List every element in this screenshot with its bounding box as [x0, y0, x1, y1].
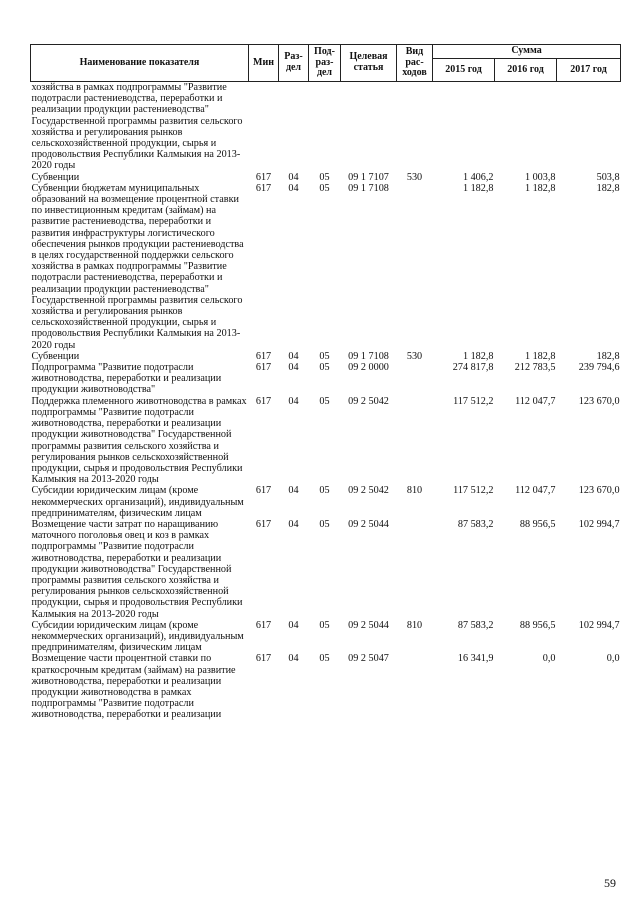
- row-podrazdel: 05: [319, 619, 330, 631]
- row-razdel: 04: [288, 182, 299, 194]
- row-min: 617: [255, 350, 272, 362]
- header-year-2016: 2016 год: [495, 59, 557, 82]
- row-sum-2017: 182,8: [596, 182, 620, 194]
- row-expense-type: [397, 183, 433, 351]
- row-name: Возмещение части процентной ставки по краткосрочным кредитам (займам) на развитие животноводства, переработки и реализации продукции животноводства в рамках подпрограммы "Развитие подотрасли животноводства, переработки и реализации: [31, 653, 236, 721]
- row-name: Субвенции: [31, 171, 80, 183]
- row-name: Поддержка племенного животноводства в рамках подпрограммы "Развитие подотрасли животноводства, переработки и реализации продукции животноводства" Государственной программы развития сельского хозяйства и регулирования рынков сельскохозяйственной продукции, сырья и продовольствия Республики Калмыкия на 2013-2020 годы: [31, 395, 247, 486]
- row-razdel: 04: [288, 619, 299, 631]
- row-sum-2015: 87 583,2: [457, 619, 494, 631]
- row-razdel: 04: [288, 171, 299, 183]
- table-body: [31, 82, 621, 721]
- row-sum-2016: 88 956,5: [519, 518, 556, 530]
- row-razdel: 04: [288, 485, 299, 497]
- row-min: 617: [255, 171, 272, 183]
- row-podrazdel: 05: [319, 362, 330, 374]
- row-sum-2017: 123 670,0: [578, 485, 620, 497]
- row-sum-2016: 0,0: [542, 653, 556, 665]
- row-min: 617: [255, 518, 272, 530]
- row-expense-type: 530: [406, 350, 423, 362]
- row-sum-2017: 503,8: [596, 171, 620, 183]
- row-razdel: 04: [288, 653, 299, 665]
- table-row: [31, 183, 621, 351]
- row-razdel: 04: [288, 518, 299, 530]
- row-podrazdel: 05: [319, 171, 330, 183]
- header-expense-type: Вид рас- ходов: [397, 45, 433, 82]
- row-target-article: 09 2 0000: [348, 362, 389, 374]
- row-min: 617: [255, 182, 272, 194]
- row-podrazdel: 05: [319, 395, 330, 407]
- table-row: [31, 396, 621, 486]
- row-sum-2016: 1 182,8: [524, 350, 556, 362]
- budget-table: [30, 44, 621, 721]
- row-sum-2016: 1 003,8: [524, 171, 556, 183]
- row-sum-2016: 1 182,8: [524, 182, 556, 194]
- row-podrazdel: 05: [319, 485, 330, 497]
- row-name: Подпрограмма "Развитие подотрасли животноводства, переработки и реализации продукции животноводства": [31, 362, 222, 396]
- row-sum-2016: 212 783,5: [514, 362, 556, 374]
- row-sum-2017: 239 794,6: [578, 362, 620, 374]
- table-row: [31, 653, 621, 720]
- table-row: [31, 351, 621, 362]
- row-target-article: 09 1 7107: [348, 171, 389, 183]
- row-target-article: 09 1 7108: [348, 350, 389, 362]
- row-sum-2017: 102 994,7: [578, 518, 620, 530]
- header-razdel: Раз- дел: [279, 45, 309, 82]
- row-name: Субсидии юридическим лицам (кроме некоммерческих организаций), индивидуальным предпринимателям, физическим лицам: [31, 485, 244, 519]
- row-min: 617: [255, 362, 272, 374]
- row-min: 617: [255, 619, 272, 631]
- row-sum-2016: 88 956,5: [519, 619, 556, 631]
- row-name: Субвенции: [31, 350, 80, 362]
- row-target-article: 09 2 5044: [348, 518, 389, 530]
- row-podrazdel: 05: [319, 653, 330, 665]
- row-expense-type: [397, 519, 433, 620]
- row-expense-type: [397, 82, 433, 172]
- row-sum-2016: [495, 82, 557, 172]
- row-razdel: [279, 82, 309, 172]
- row-sum-2015: 117 512,2: [453, 485, 494, 497]
- header-year-2015: 2015 год: [433, 59, 495, 82]
- row-name: Возмещение части затрат по наращиванию маточного поголовья овец и коз в рамках подпрограммы "Развитие подотрасли животноводства, переработки и реализации продукции животноводства" Государственной программы развития сельского хозяйства и регулирования рынков сельскохозяйственной продукции, сырья и продовольствия Республики Калмыкия на 2013-2020 годы: [31, 518, 243, 620]
- row-min: 617: [255, 485, 272, 497]
- header-target-article: Целевая статья: [341, 45, 397, 82]
- row-name: хозяйства в рамках подпрограммы "Развитие подотрасли растениеводства, переработки и реализации продукции растениеводства" Государственной программы развития сельского хозяйства и регулирования рынков сельскохозяйственной продукции, сырья и продовольствия Республики Калмыкия на 2013-2020 годы: [31, 82, 243, 172]
- row-target-article: 09 2 5044: [348, 619, 389, 631]
- row-sum-2015: [433, 82, 495, 172]
- row-expense-type: 810: [406, 485, 423, 497]
- row-podrazdel: 05: [319, 350, 330, 362]
- header-min: Мин: [249, 45, 279, 82]
- row-name: Субсидии юридическим лицам (кроме некоммерческих организаций), индивидуальным предпринимателям, физическим лицам: [31, 619, 244, 654]
- row-sum-2017: 182,8: [596, 350, 620, 362]
- row-sum-2017: 102 994,7: [578, 619, 620, 631]
- row-min: [249, 82, 279, 172]
- row-razdel: 04: [288, 362, 299, 374]
- table-row: [31, 485, 621, 519]
- row-sum-2017: 123 670,0: [578, 395, 620, 407]
- header-name: Наименование показателя: [31, 45, 249, 82]
- header-year-2017: 2017 год: [557, 59, 621, 82]
- row-sum-2015: 117 512,2: [453, 395, 494, 407]
- header-sum: Сумма: [433, 45, 621, 59]
- page-number: 59: [604, 876, 616, 890]
- row-sum-2015: 1 182,8: [462, 350, 494, 362]
- table-row: [31, 362, 621, 396]
- row-razdel: 04: [288, 350, 299, 362]
- table-row: [31, 519, 621, 620]
- row-podrazdel: 05: [319, 182, 330, 194]
- header-podrazdel: Под- раз- дел: [309, 45, 341, 82]
- row-sum-2015: 274 817,8: [452, 362, 494, 374]
- row-target-article: 09 1 7108: [348, 182, 389, 194]
- row-sum-2015: 1 182,8: [462, 182, 494, 194]
- row-sum-2015: 16 341,9: [457, 653, 494, 665]
- row-expense-type: [397, 653, 433, 720]
- row-sum-2015: 87 583,2: [457, 518, 494, 530]
- row-min: 617: [255, 653, 272, 665]
- row-podrazdel: 05: [319, 518, 330, 530]
- row-min: 617: [255, 395, 272, 407]
- row-podrazdel: [309, 82, 341, 172]
- table-row: [31, 620, 621, 654]
- row-expense-type: [397, 362, 433, 396]
- row-expense-type: 810: [406, 619, 423, 631]
- table-row: [31, 82, 621, 172]
- row-sum-2016: 112 047,7: [515, 485, 556, 497]
- row-sum-2017: [557, 82, 621, 172]
- row-target-article: [341, 82, 397, 172]
- table-header: [31, 45, 621, 82]
- row-razdel: 04: [288, 395, 299, 407]
- row-sum-2016: 112 047,7: [515, 395, 556, 407]
- row-name: Субвенции бюджетам муниципальных образований на возмещение процентной ставки по инвестиционным кредитам (займам) на развитие растениеводства, переработки и развития инфраструктуры логистического обеспечения рынков продукции растениеводства в целях государственной поддержки сельского хозяйства в рамках подпрограммы "Развитие подотрасли растениеводства, переработки и реализации продукции растениеводства" Государственной программы развития сельского хозяйства и регулирования рынков сельскохозяйственной продукции, сырья и продовольствия Республики Калмыкия на 2013-2020 годы: [31, 182, 244, 351]
- row-target-article: 09 2 5047: [348, 653, 389, 665]
- row-expense-type: [397, 396, 433, 486]
- row-target-article: 09 2 5042: [348, 395, 389, 407]
- table-row: [31, 172, 621, 183]
- row-expense-type: 530: [406, 171, 423, 183]
- row-sum-2015: 1 406,2: [462, 171, 494, 183]
- row-target-article: 09 2 5042: [348, 485, 389, 497]
- row-sum-2017: 0,0: [606, 653, 620, 665]
